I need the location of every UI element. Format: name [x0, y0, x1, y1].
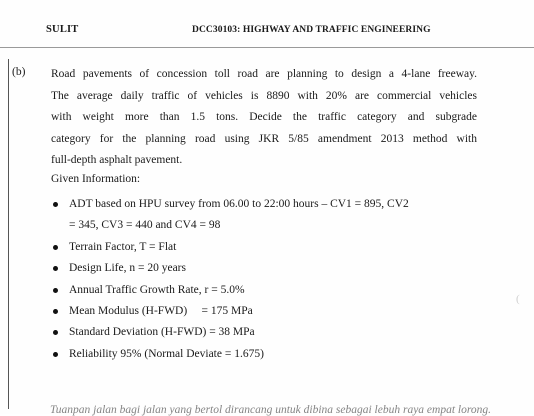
question-line: Road pavements of concession toll road are planning to design a 4-lane freeway.	[51, 68, 477, 80]
bullet-icon	[53, 266, 58, 271]
bullet-icon	[53, 288, 58, 293]
list-item	[51, 280, 481, 301]
list-item-text-continued: = 345, CV3 = 440 and CV4 = 98	[69, 219, 221, 232]
question-paragraph	[51, 64, 477, 172]
header-classification: SULIT	[46, 24, 79, 35]
list-item-text: ADT based on HPU survey from 06.00 to 22:00 hours – CV1 = 895, CV2	[69, 198, 409, 210]
bullet-icon	[53, 309, 58, 314]
list-item	[51, 194, 481, 237]
list-item	[51, 301, 481, 322]
question-line: full-depth asphalt pavement.	[51, 154, 183, 167]
given-information-heading: Given Information:	[51, 173, 141, 185]
margin-bar	[8, 59, 9, 409]
list-item	[51, 322, 481, 343]
list-item	[51, 237, 481, 258]
question-line: with weight more than 1.5 tons. Decide the traffic category and subgrade	[51, 111, 477, 124]
given-information-list	[51, 194, 481, 365]
list-item-text: Annual Traffic Growth Rate, r = 5.0%	[69, 283, 245, 296]
list-item-text: Terrain Factor, T = Flat	[69, 240, 177, 253]
list-item	[51, 344, 481, 365]
question-line: category for the planning road using JKR 5/85 amendment 2013 method with	[51, 132, 477, 145]
list-item	[51, 258, 481, 279]
bullet-icon	[53, 352, 58, 357]
cut-off-translation-line: Tuanpan jalan bagi jalan yang bertol dirancang untuk dibina sebagai lebuh raya empat lorong.	[50, 404, 492, 416]
header-course-title: DCC30103: HIGHWAY AND TRAFFIC ENGINEERING	[192, 25, 431, 35]
list-item-text: Standard Deviation (H-FWD) = 38 MPa	[69, 326, 255, 339]
question-line: The average daily traffic of vehicles is 8890 with 20% are commercial vehicles	[51, 89, 477, 102]
bullet-icon	[53, 202, 58, 207]
bullet-icon	[53, 330, 58, 335]
bullet-icon	[53, 245, 58, 250]
question-part-label: (b)	[12, 66, 26, 78]
question-body	[51, 64, 477, 172]
list-item-text: Design Life, n = 20 years	[69, 262, 186, 275]
list-item-text: Reliability 95% (Normal Deviate = 1.675)	[69, 347, 264, 360]
list-item-text: Mean Modulus (H-FWD) = 175 MPa	[69, 305, 253, 318]
scan-edge-mark: (	[516, 293, 520, 305]
header-divider	[0, 47, 534, 48]
